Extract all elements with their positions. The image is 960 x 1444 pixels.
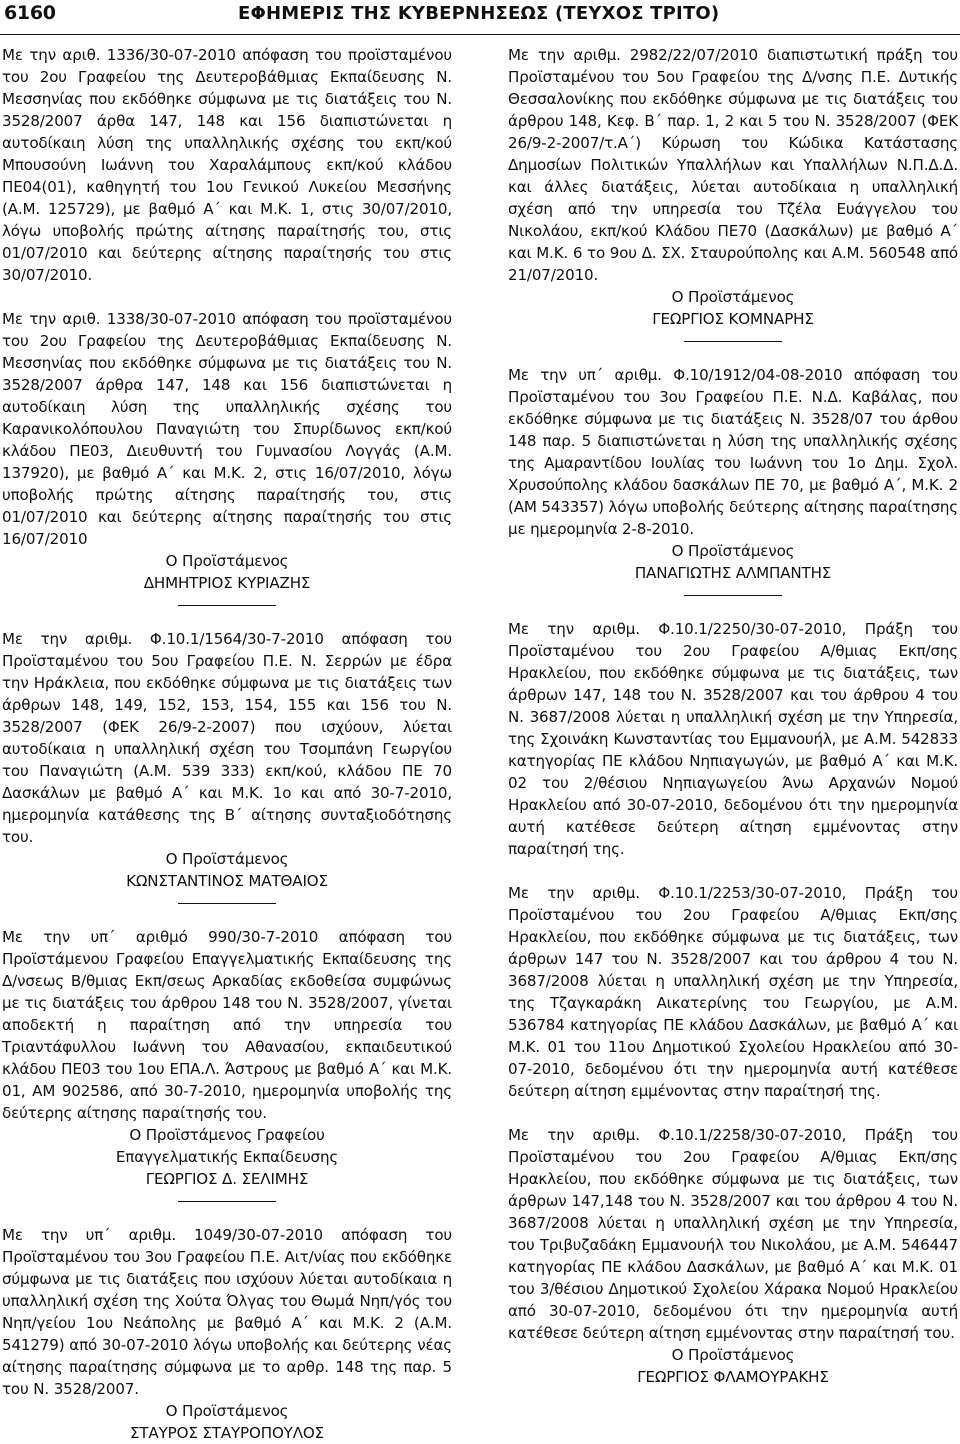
signatory-title: Ο Προϊστάμενος <box>671 1346 795 1364</box>
signatory-title: Ο Προϊστάμενος <box>671 288 795 306</box>
signatory-name: ΓΕΩΡΓΙΟΣ ΦΛΑΜΟΥΡΑΚΗΣ <box>637 1368 829 1386</box>
decision-paragraph: Με την υπ΄ αριθμ. 1049/30-07-2010 απόφαση του Προϊσταμένου του 3ου Γραφείου Π.Ε. Αιτ/νίας που εκδόθηκε σύμφωνα με τις διατάξεις που ισχύουν λύεται αυτοδίκαια η υπαλληλική σχέση της Χούτα Όλγας του Θωμά Νηπ/γός του Νηπ/γείου 1ου Νεάπολης με βαθμό Α΄ και Μ.Κ. 2 (Α.Μ. 541279) από 30-07-2010 λόγω υποβολής και δεύτερης νέας αίτησης παραίτησης σύμφωνα με το αρθρ. 148 της παρ. 5 του Ν. 3528/2007. <box>2 1226 452 1398</box>
decision-paragraph: Με την αριθμ. Φ.10.1/2253/30-07-2010, Πράξη του Προϊσταμένου του 2ου Γραφείου Α/θμιας Εκπ/σης Ηρακλείου, που εκδόθηκε σύμφωνα με τις διατάξεις, των άρθρων 147 του Ν. 3528/2007 και του άρθρου 4 του Ν. 3687/2008 λύεται η υπαλληλική σχέση με την Υπηρεσία, της Τζαγκαράκη Αικατερίνης του Γεωργίου, με Α.Μ. 536784 κατηγορίας ΠΕ κλάδου Δασκάλων, με βαθμό Α΄ και Μ.Κ. 01 του 11ου Δημοτικού Σχολείου Ηρακλείου από 30-07-2010, δεδομένου ότι την ημερομηνία αυτή κατέθεσε δεύτερη αίτηση εμμένοντας στην παραίτησή της. <box>508 884 958 1100</box>
page-header <box>0 0 960 35</box>
signatory-name: ΣΤΑΥΡΟΣ ΣΤΑΥΡΟΠΟΥΛΟΣ <box>129 1424 325 1442</box>
signatory-name: ΚΩΝΣΤΑΝΤΙΝΟΣ ΜΑΤΘΑΙΟΣ <box>126 872 328 890</box>
signatory-name: ΓΕΩΡΓΙΟΣ Δ. ΣΕΛΙΜΗΣ <box>145 1170 309 1188</box>
right-column <box>508 44 958 1388</box>
gazette-title: ΕΦΗΜΕΡΙΣ ΤΗΣ ΚΥΒΕΡΝΗΣΕΩΣ (ΤΕΥΧΟΣ ΤΡΙΤΟ) <box>238 3 720 24</box>
section-divider <box>178 1201 276 1202</box>
decision-paragraph: Με την υπ΄ αριθμό 990/30-7-2010 απόφαση του Προϊστάμενου Γραφείου Επαγγελματικής Εκπαίδευσης της Δ/νσεως Β/θμιας Εκπ/σεως Αρκαδίας εκδοθείσα συμφώνως με τις διατάξεις του άρθρου 148 του Ν. 3528/2007, γίνεται αποδεκτή η παραίτηση από την υπηρεσία του Τριαντάφυλλου Ιωάννη του Αθανασίου, εκπαιδευτικού κλάδου ΠΕ03 του 1ου ΕΠΑ.Λ. Άστρους με βαθμό Α΄ και Μ.Κ. 01, ΑΜ 902586, από 30-7-2010, ημερομηνία υποβολής της δεύτερης αίτησης παραίτησής του. <box>2 928 452 1122</box>
decision-paragraph: Με την αριθ. 1338/30-07-2010 απόφαση του προϊσταμένου του 2ου Γραφείου της Δευτεροβάθμιας Εκπαίδευσης Ν. Μεσσηνίας που εκδόθηκε σύμφωνα με τις διατάξεις του Ν. 3528/2007 άρθρα 147, 148 και 156 διαπιστώνεται η αυτοδίκαιη λύση της υπαλληλικής σχέσης του Καρανικολόπουλου Παναγιώτη του Σπυρίδωνος εκπ/κού κλάδου ΠΕ03, Διευθυντή του Γυμνασίου Λογγάς (Α.Μ. 137920), με βαθμό Α΄ και Μ.Κ. 2, στις 16/07/2010, λόγω υποβολής πρώτης αίτησης παραίτησής του, στις 01/07/2010 και δεύτερης αίτησης παραίτησής του στις 16/07/2010 <box>2 310 452 548</box>
decision-paragraph: Με την αριθμ. Φ.10.1/2250/30-07-2010, Πράξη του Προϊσταμένου του 2ου Γραφείου Α/θμιας Εκπ/σης Ηρακλείου, που εκδόθηκε σύμφωνα με τις διατάξεις, των άρθρων 147, 148 του Ν. 3528/2007 και του άρθρου 4 του Ν. 3687/2008 λύεται η υπαλληλική σχέση με την Υπηρεσία, της Σχοινάκη Κωνσταντίας του Εμμανουήλ, με Α.Μ. 542833 κατηγορίας ΠΕ κλάδου Νηπιαγωγών, με βαθμό Α΄ και Μ.Κ. 02 του 2/θέσιου Νηπιαγωγείου Άνω Αρχανών Νομού Ηρακλείου από 30-07-2010, δεδομένου ότι την ημερομηνία αυτή κατέθεσε δεύτερη αίτηση εμμένοντας στην παραίτησή της. <box>508 620 958 858</box>
signatory-title: Ο Προϊστάμενος <box>165 850 289 868</box>
section-divider <box>684 595 782 596</box>
signatory-title: Ο Προϊστάμενος <box>165 1402 289 1420</box>
decision-paragraph: Με την αριθμ. 2982/22/07/2010 διαπιστωτική πράξη του Προϊσταμένου του 5ου Γραφείου της Δ/νσης Π.Ε. Δυτικής Θεσσαλονίκης που εκδόθηκε σύμφωνα με τις διατάξεις του άρθρου 148, Κεφ. Β΄ παρ. 1, 2 και 5 του Ν. 3528/2007 (ΦΕΚ 26/9-2-2007/τ.Α΄) Κύρωση του Κώδικα Κατάστασης Δημοσίων Πολιτικών Υπαλλήλων και Υπαλλήλων Ν.Π.Δ.Δ. και άλλες διατάξεις, λύεται αυτοδίκαια η υπαλληλική σχέση από την υπηρεσία του Τζέλα Ευάγγελου του Νικολάου, εκπ/κού Κλάδου ΠΕ70 (Δασκάλων) με βαθμό Α΄ και Μ.Κ. 6 το 9ου Δ. ΣΧ. Σταυρούπολης και Α.Μ. 560548 από 21/07/2010. <box>508 46 958 284</box>
section-divider <box>178 605 276 606</box>
signatory-name: ΔΗΜΗΤΡΙΟΣ ΚΥΡΙΑΖΗΣ <box>143 574 311 592</box>
decision-paragraph: Με την αριθμ. Φ.10.1/2258/30-07-2010, Πράξη του Προϊσταμένου του 2ου Γραφείου Α/θμιας Εκπ/σης Ηρακλείου, που εκδόθηκε σύμφωνα με τις διατάξεις, των άρθρων 147,148 του Ν. 3528/2007 και του άρθρου 4 του Ν. 3687/2008 λύεται η υπαλληλική σχέση με την Υπηρεσία, του Τριβυζαδάκη Εμμανουήλ του Νικολάου, με Α.Μ. 546447 κατηγορίας ΠΕ κλάδου Δασκάλων, με βαθμό Α΄ και Μ.Κ. 01 του 3/θέσιου Δημοτικού Σχολείου Χάρακα Νομού Ηρακλείου από 30-07-2010, δεδομένου ότι την ημερομηνία αυτή κατέθεσε δεύτερη αίτηση εμμένοντας στην παραίτησή του. <box>508 1126 958 1342</box>
signatory-title: Επαγγελματικής Εκπαίδευσης <box>115 1148 339 1166</box>
signatory-title: Ο Προϊστάμενος <box>671 542 795 560</box>
decision-paragraph: Με την αριθ. 1336/30-07-2010 απόφαση του προϊσταμένου του 2ου Γραφείου της Δευτεροβάθμιας Εκπαίδευσης Ν. Μεσσηνίας που εκδόθηκε σύμφωνα με τις διατάξεις του Ν. 3528/2007 άρθα 147, 148 και 156 διαπιστώνεται η αυτοδίκαιη λύση της υπαλληλικής σχέσης του εκπ/κού Μπουσούνη Ιωάννη του Χαραλάμπους εκπ/κού κλάδου ΠΕ04(01), καθηγητή του 1ου Γενικού Λυκείου Μεσσήνης (Α.Μ. 125729), με βαθμό Α΄ και Μ.Κ. 1, στις 30/07/2010, λόγω υποβολής πρώτης αίτησης παραίτησής του, στις 01/07/2010 και δεύτερης αίτησης παραίτησής του στις 30/07/2010. <box>2 46 452 284</box>
page-number: 6160 <box>4 2 56 24</box>
decision-paragraph: Με την αριθμ. Φ.10.1/1564/30-7-2010 απόφαση του Προϊσταμένου του 5ου Γραφείου Π.Ε. Ν. Σερρών με έδρα την Ηράκλεια, που εκδόθηκε σύμφωνα με τις διατάξεις των άρθρων 148, 149, 152, 153, 154, 155 και 156 του Ν. 3528/2007 (ΦΕΚ 26/9-2-2007) που ισχύουν, λύεται αυτοδίκαια η υπαλληλική σχέση του Τσομπάνη Γεωργίου του Παναγιώτη (Α.Μ. 539 333) εκπ/κού, κλάδου ΠΕ 70 Δασκάλων με βαθμό Α΄ και Μ.Κ. 1ο και από 30-7-2010, ημερομηνία κατάθεσης της Β΄ αίτησης συνταξιοδότησης του. <box>2 630 452 846</box>
section-divider <box>684 341 782 342</box>
signatory-title: Ο Προϊστάμενος Γραφείου <box>129 1126 325 1144</box>
signatory-name: ΠΑΝΑΓΙΩΤΗΣ ΑΛΜΠΑΝΤΗΣ <box>634 564 832 582</box>
signatory-name: ΓΕΩΡΓΙΟΣ ΚΟΜΝΑΡΗΣ <box>652 310 814 328</box>
left-column <box>2 44 452 1444</box>
decision-paragraph: Με την υπ΄ αριθμ. Φ.10/1912/04-08-2010 απόφαση του Προϊσταμένου του 3ου Γραφείου Π.Ε. Ν.Δ. Καβάλας, που εκδόθηκε σύμφωνα με τις διατάξεις Ν. 3528/07 του άρθου 148 παρ. 5 διαπιστώνεται η λύση της υπαλληλικής σχέσης της Αμαραντίδου Ιουλίας του Ιωάννη του 1ο Δημ. Σχολ. Χρυσούπολης κλάδου δασκάλων ΠΕ 70, με βαθμό Α΄, Μ.Κ. 2 (ΑΜ 543357) λόγω υποβολής δεύτερης αίτησης παραίτησης με ημερομηνία 2-8-2010. <box>508 366 958 538</box>
section-divider <box>178 903 276 904</box>
signatory-title: Ο Προϊστάμενος <box>165 552 289 570</box>
